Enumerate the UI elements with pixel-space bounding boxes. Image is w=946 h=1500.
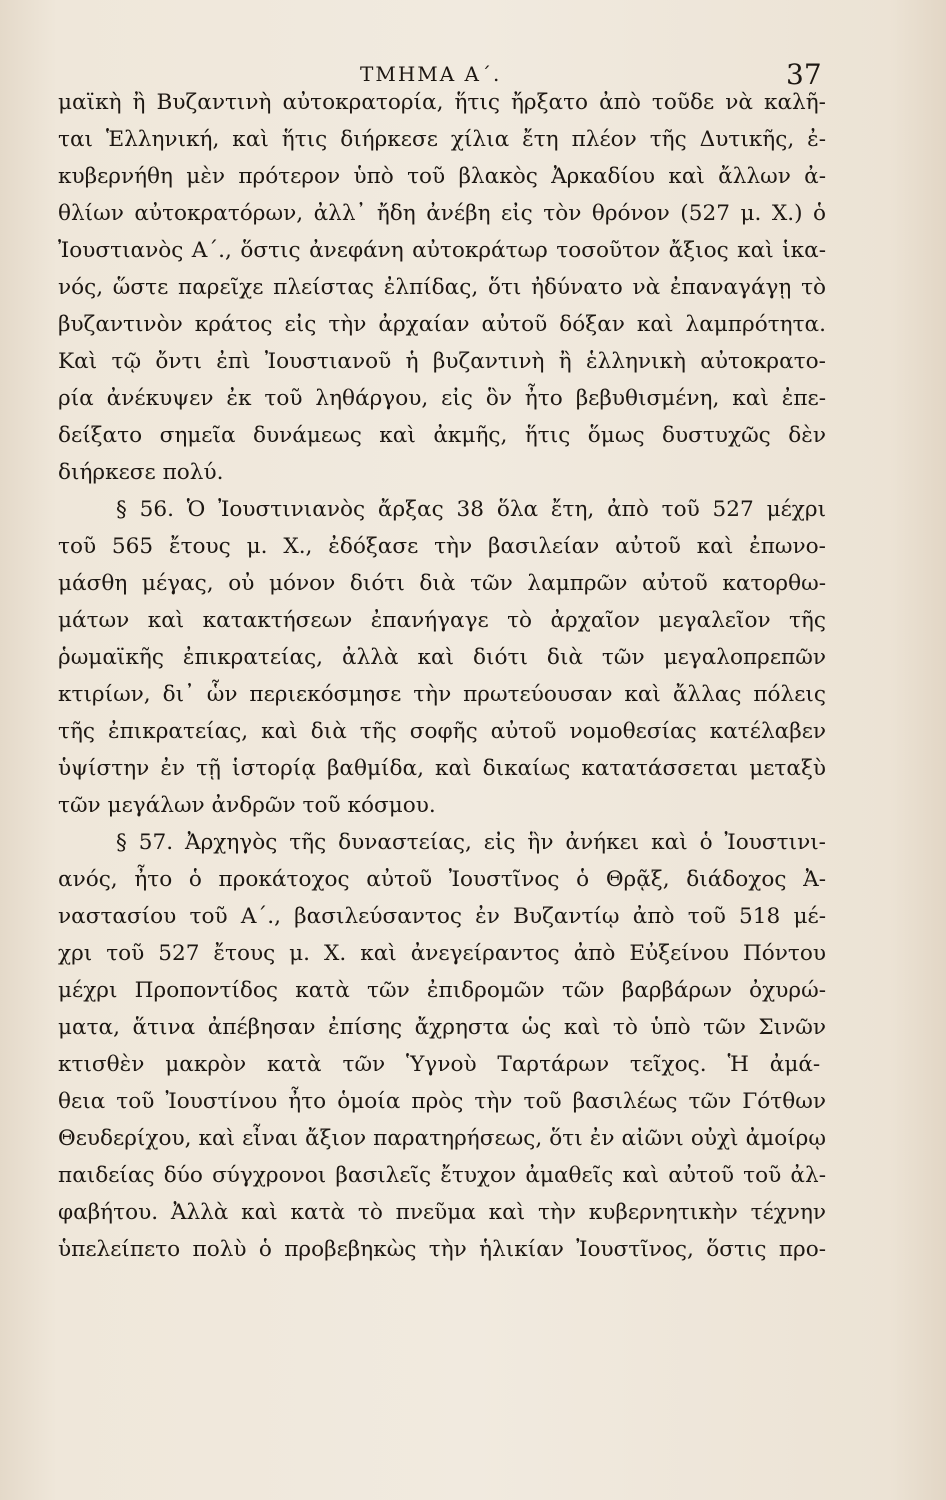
text-line: μάτων καὶ κατακτήσεων ἐπανήγαγε τὸ ἀρχαῖον μεγαλεῖον τῆς [58,608,826,633]
text-line: κτισθὲν μακρὸν κατὰ τῶν Ὑγνοὺ Ταρτάρων τεῖχος. Ἡ ἀμά- [58,1052,821,1077]
text-line: ρία ἀνέκυψεν ἐκ τοῦ ληθάργου, εἰς ὃν ἦτο βεβυθισμένη, καὶ ἐπε- [58,386,827,411]
text-line: τοῦ 565 ἔτους μ. Χ., ἐδόξασε τὴν βασιλείαν αὐτοῦ καὶ ἐπωνο- [58,534,826,559]
paragraph-56 [58,491,826,824]
page-number: 37 [786,58,822,91]
text-line: μάσθη μέγας, οὐ μόνον διότι διὰ τῶν λαμπρῶν αὐτοῦ κατορθω- [58,571,827,596]
text-line: ματα, ἅτινα ἀπέβησαν ἐπίσης ἄχρηστα ὡς καὶ τὸ ὑπὸ τῶν Σινῶν [58,1015,826,1040]
text-line: Θευδερίχου, καὶ εἶναι ἄξιον παρατηρήσεως, ὅτι ἐν αἰῶνι οὐχὶ ἀμοίρῳ [58,1126,826,1151]
body-text [58,84,826,1268]
text-line: ῥωμαϊκῆς ἐπικρατείας, ἀλλὰ καὶ διότι διὰ τῶν μεγαλοπρεπῶν [58,645,826,670]
text-line: νός, ὥστε παρεῖχε πλείστας ἐλπίδας, ὅτι ἠδύνατο νὰ ἐπαναγάγῃ τὸ [58,275,827,300]
text-line: θεια τοῦ Ἰουστίνου ἦτο ὁμοία πρὸς τὴν τοῦ βασιλέως τῶν Γότθων [58,1089,826,1114]
text-line: βυζαντινὸν κράτος εἰς τὴν ἀρχαίαν αὐτοῦ δόξαν καὶ λαμπρότητα. [58,312,826,337]
text-line: ται Ἑλληνική, καὶ ἥτις διήρκεσε χίλια ἔτη πλέον τῆς Δυτικῆς, ἐ- [58,127,827,152]
text-line: τῆς ἐπικρατείας, καὶ διὰ τῆς σοφῆς αὐτοῦ νομοθεσίας κατέλαβεν [58,719,827,744]
paragraph-1 [58,84,826,491]
text-line: διήρκεσε πολύ. [58,460,224,485]
text-line: κυβερνήθη μὲν πρότερον ὑπὸ τοῦ βλακὸς Ἀρκαδίου καὶ ἄλλων ἀ- [58,164,827,189]
text-line: ανός, ἦτο ὁ προκάτοχος αὐτοῦ Ἰουστῖνος ὁ Θρᾷξ, διάδοχος Ἀ- [58,867,827,892]
text-line: ὑψίστην ἐν τῇ ἱστορίᾳ βαθμίδα, καὶ δικαίως κατατάσσεται μεταξὺ [58,756,826,781]
text-line: φαβήτου. Ἀλλὰ καὶ κατὰ τὸ πνεῦμα καὶ τὴν κυβερνητικὴν τέχνην [58,1200,827,1225]
text-line: § 57. Ἀρχηγὸς τῆς δυναστείας, εἰς ἣν ἀνήκει καὶ ὁ Ἰουστινι- [116,830,826,855]
text-line: μαϊκὴ ἢ Βυζαντινὴ αὐτοκρατορία, ἥτις ἤρξατο ἀπὸ τοῦδε νὰ καλῆ- [58,90,826,115]
text-line: παιδείας δύο σύγχρονοι βασιλεῖς ἔτυχον ἀμαθεῖς καὶ αὐτοῦ τοῦ ἀλ- [58,1163,826,1188]
text-line: § 56. Ὁ Ἰουστινιανὸς ἄρξας 38 ὅλα ἔτη, ἀπὸ τοῦ 527 μέχρι [116,497,827,522]
text-line: δείξατο σημεῖα δυνάμεως καὶ ἀκμῆς, ἥτις ὅμως δυστυχῶς δὲν [58,423,826,448]
text-line: Ἰουστιανὸς Α΄., ὅστις ἀνεφάνη αὐτοκράτωρ τοσοῦτον ἄξιος καὶ ἱκα- [58,238,826,263]
text-line: τῶν μεγάλων ἀνδρῶν τοῦ κόσμου. [58,793,436,818]
paragraph-57 [58,824,826,1268]
text-line: ὑπελείπετο πολὺ ὁ προβεβηκὼς τὴν ἡλικίαν Ἰουστῖνος, ὅστις προ- [58,1237,827,1262]
running-head: ΤΜΗΜΑ Α΄. [360,62,502,86]
text-line: ναστασίου τοῦ Α΄., βασιλεύσαντος ἐν Βυζαντίῳ ἀπὸ τοῦ 518 μέ- [58,904,827,929]
text-line: χρι τοῦ 527 ἔτους μ. Χ. καὶ ἀνεγείραντος ἀπὸ Εὐξείνου Πόντου [58,941,827,966]
text-line: Καὶ τῷ ὄντι ἐπὶ Ἰουστιανοῦ ἡ βυζαντινὴ ἢ ἑλληνικὴ αὐτοκρατο- [58,349,826,374]
text-line: θλίων αὐτοκρατόρων, ἀλλ᾽ ἤδη ἀνέβη εἰς τὸν θρόνον (527 μ. Χ.) ὁ [58,201,827,226]
text-line: κτιρίων, δι᾽ ὧν περιεκόσμησε τὴν πρωτεύουσαν καὶ ἄλλας πόλεις [58,682,826,707]
text-line: μέχρι Προποντίδος κατὰ τῶν ἐπιδρομῶν τῶν βαρβάρων ὀχυρώ- [58,978,826,1003]
